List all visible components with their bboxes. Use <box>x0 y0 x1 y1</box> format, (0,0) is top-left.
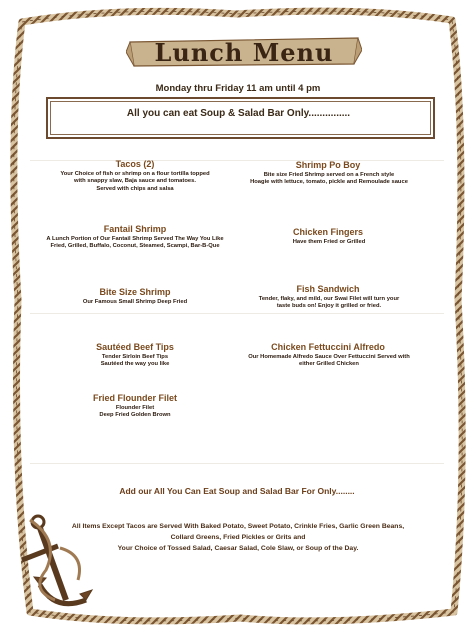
soup-bar-text: All you can eat Soup & Salad Bar Only............... <box>126 108 351 119</box>
item-title-fish-sandwich: Fish Sandwich <box>296 284 360 294</box>
page-title: Lunch Menu <box>154 38 334 67</box>
hours-text: Monday thru Friday 11 am until 4 pm <box>155 83 321 94</box>
item-title-chicken-fingers: Chicken Fingers <box>292 227 364 237</box>
item-desc-bite-size-shrimp: Our Famous Small Shrimp Deep Fried <box>82 299 188 305</box>
item-title-po-boy: Shrimp Po Boy <box>295 160 361 170</box>
item-desc-fantail-shrimp: A Lunch Portion of Our Fantail Shrimp Served The Way You Like Fried, Grilled, Buffalo, Coconut, Steamed, Scampi, Bar-B-Que <box>46 236 224 250</box>
divider <box>30 313 444 314</box>
sides-note: All Items Except Tacos are Served With Baked Potato, Sweet Potato, Crinkle Fries, Garlic Green Beans, Collard Greens, Fried Pickles or Grits and Your Choice of Tossed Salad, Caesar Salad, Cole Slaw, or Soup of the Day. <box>71 523 405 552</box>
divider <box>30 463 444 464</box>
item-title-bite-size-shrimp: Bite Size Shrimp <box>99 287 171 297</box>
item-desc-tacos: Your Choice of fish or shrimp on a flour tortilla topped with snappy slaw, Baja sauce and tomatoes. Served with chips and salsa <box>60 171 210 192</box>
item-desc-flounder: Flounder Filet Deep Fried Golden Brown <box>99 405 171 419</box>
item-title-fettuccini: Chicken Fettuccini Alfredo <box>271 342 385 352</box>
item-desc-fish-sandwich: Tender, flaky, and mild, our Swai Filet will turn your taste buds on! Enjoy it grilled or fried. <box>258 296 400 310</box>
soup-salad-addon: Add our All You Can Eat Soup and Salad Bar For Only........ <box>119 486 355 496</box>
item-desc-po-boy: Bite size Fried Shrimp served on a French style Hoagie with lettuce, tomato, pickle and Remoulade sauce <box>250 172 408 186</box>
item-title-flounder: Fried Flounder Filet <box>92 393 177 403</box>
item-title-tacos: Tacos (2) <box>115 159 155 169</box>
item-desc-chicken-fingers: Have them Fried or Grilled <box>292 239 366 245</box>
item-title-fantail-shrimp: Fantail Shrimp <box>103 224 167 234</box>
item-desc-beef-tips: Tender Sirloin Beef Tips Sautéed the way you like <box>100 354 170 368</box>
item-title-beef-tips: Sautéed Beef Tips <box>96 342 174 352</box>
item-desc-fettuccini: Our Homemade Alfredo Sauce Over Fettuccini Served with either Grilled Chicken <box>248 354 410 368</box>
